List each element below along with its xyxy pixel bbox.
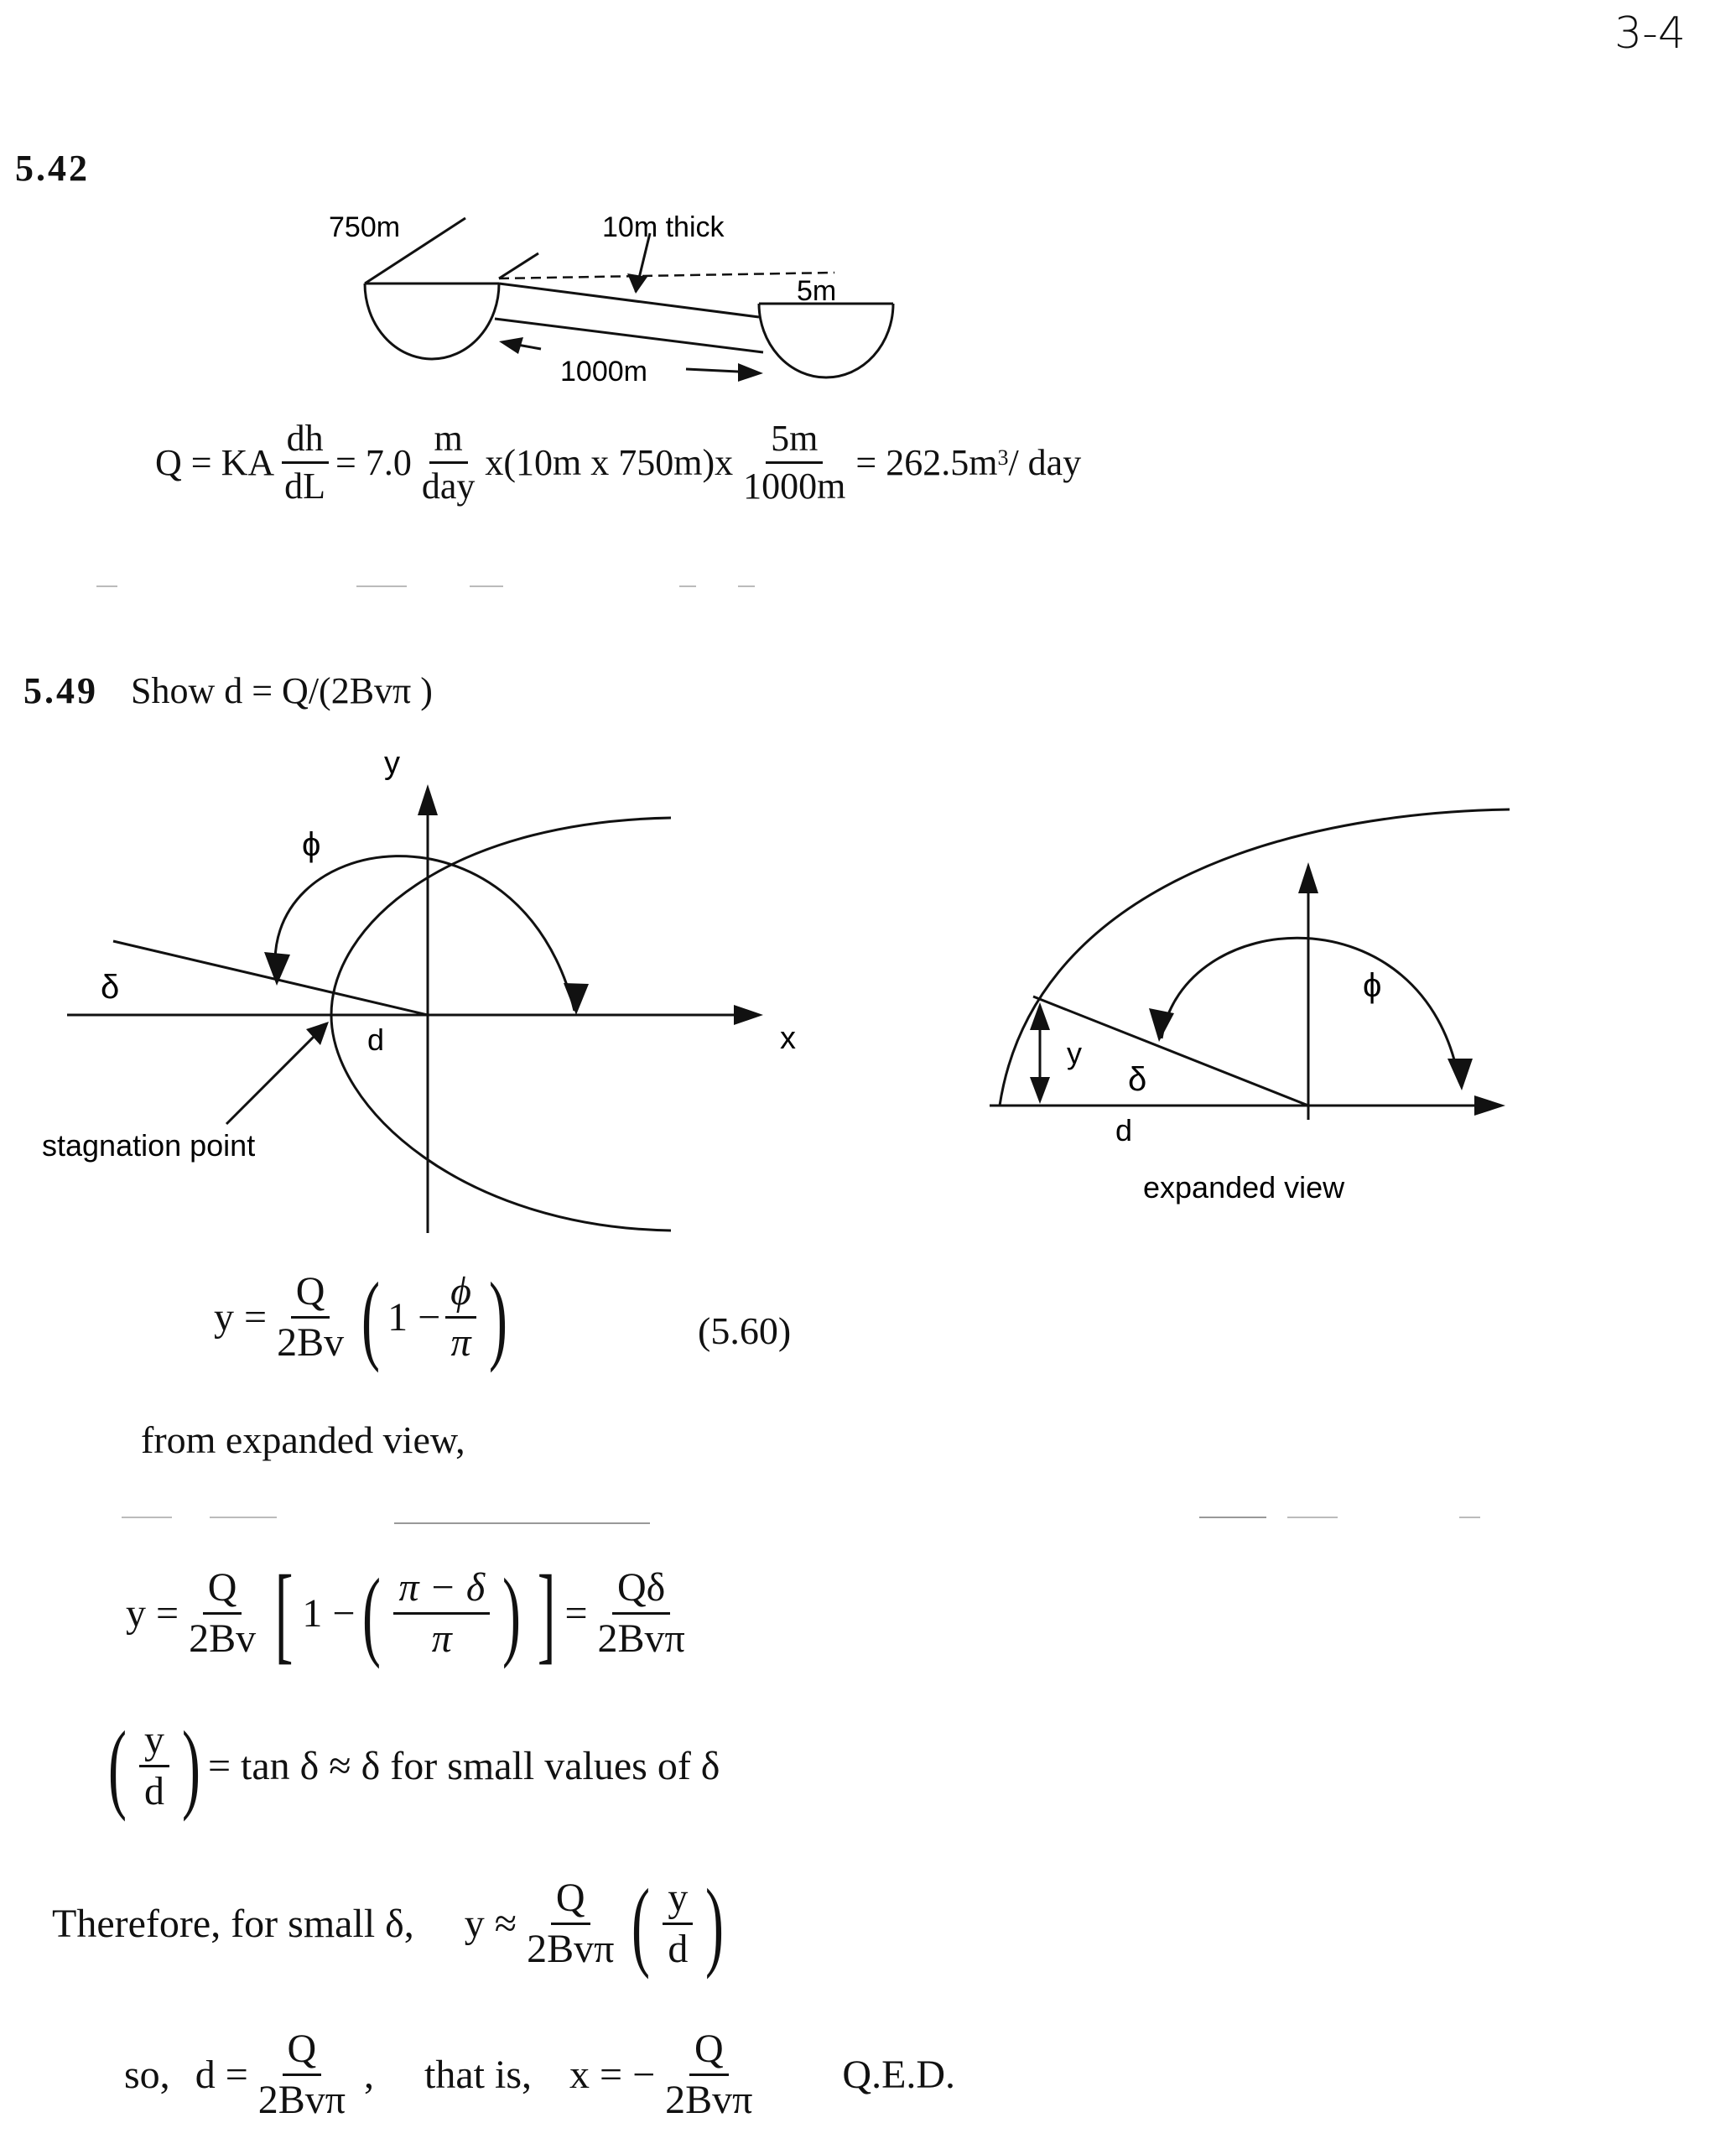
- step2-fraction: [184, 1567, 261, 1661]
- final-num-2: Q: [689, 2028, 729, 2076]
- eq560-num: Q: [291, 1271, 330, 1319]
- therefore-y: y ≈: [464, 1901, 517, 1946]
- equation-tan: ( $\frac{y}{d}$ ) = tan δ ≈ δ for small values of δ: [107, 1709, 720, 1822]
- delta-line: [113, 941, 428, 1015]
- right-phi-label: ϕ: [1363, 967, 1382, 1004]
- drop-label: 5m: [797, 275, 837, 307]
- left-d-label: d: [367, 1022, 385, 1057]
- eq560-phi-fraction: [445, 1271, 476, 1365]
- eq560-den: 2Bv: [277, 1320, 345, 1366]
- expanded-view-caption: expanded view: [1143, 1170, 1345, 1205]
- ratio-den: 1000m: [743, 466, 846, 507]
- aquifer-diagram: [319, 193, 923, 411]
- page-number: 3-4: [1614, 8, 1686, 59]
- unit-fraction: [417, 419, 481, 506]
- problem-statement: Show d = Q/(2Bvπ ): [131, 670, 433, 711]
- step2-result-fraction: [593, 1567, 690, 1661]
- final-qed: Q.E.D.: [842, 2052, 956, 2097]
- step2-inner-fraction: [393, 1567, 490, 1661]
- equation-final: [124, 2028, 955, 2122]
- tan-num: y: [139, 1720, 169, 1767]
- darcy-result-unit: / day: [1008, 442, 1082, 484]
- gradient-num: dh: [282, 419, 329, 464]
- unit-den: day: [421, 466, 476, 507]
- final-so: so,: [124, 2052, 170, 2097]
- step2-num: Q: [203, 1567, 242, 1615]
- step2-eq: =: [564, 1590, 588, 1636]
- left-axis-y-label: y: [384, 746, 400, 781]
- step2-den: 2Bv: [189, 1616, 257, 1662]
- tan-text: = tan δ ≈ δ for small values of δ: [207, 1743, 720, 1788]
- darcy-area: x(10m x 750m)x: [485, 442, 734, 484]
- stagnation-pointer: [226, 1028, 323, 1124]
- length-label: 1000m: [560, 356, 647, 388]
- problem-number-542: 5.42: [15, 148, 90, 189]
- final-that-is: that is,: [424, 2052, 533, 2097]
- stagnation-diagram: [25, 738, 822, 1241]
- therefore-paren-den: d: [668, 1927, 689, 1972]
- thickness-arrowhead: [627, 273, 647, 294]
- reference-line: [499, 273, 834, 278]
- step2-inner-den: π: [431, 1616, 452, 1662]
- width-label: 750m: [329, 211, 401, 243]
- step2-inner-num: π − δ: [393, 1567, 490, 1615]
- step2-result-den: 2Bvπ: [597, 1616, 685, 1662]
- left-phi-label: ϕ: [302, 826, 321, 863]
- darcy-lhs: Q = KA: [155, 442, 275, 484]
- therefore-den: 2Bvπ: [527, 1927, 615, 1972]
- therefore-paren-fraction: [663, 1877, 693, 1971]
- left-canal: [365, 284, 499, 359]
- ratio-num: 5m: [766, 419, 823, 464]
- problem-549-heading: [23, 669, 433, 712]
- eq560-phi-num: ϕ: [445, 1271, 476, 1319]
- equation-560: y = $\frac{Q}{2Bv}$ ( 1 − $\frac{\phi}{\pi}$ ): [214, 1261, 507, 1373]
- tan-fraction: [139, 1720, 169, 1813]
- equation-reference: (5.60): [698, 1309, 792, 1352]
- therefore-num: Q: [551, 1877, 590, 1925]
- step2-one: 1 −: [302, 1590, 356, 1636]
- equation-therefore: Therefore, for small δ, y ≈ $\frac{Q}{\text{2Bvπ}}$ ( $\frac{y}{d}$ ): [52, 1867, 725, 1980]
- left-delta-label: δ: [101, 969, 120, 1006]
- final-fraction: [253, 2028, 351, 2122]
- problem-number-549: 5.49: [23, 670, 98, 711]
- eq560-fraction: [272, 1271, 349, 1365]
- final-comma: ,: [364, 2052, 375, 2097]
- eq560-phi-den: π: [450, 1320, 471, 1366]
- right-d-label: d: [1115, 1113, 1133, 1147]
- tan-den: d: [143, 1769, 164, 1814]
- final-den: 2Bvπ: [257, 2078, 346, 2123]
- aquifer-top: [499, 284, 759, 317]
- width-line-right: [499, 253, 538, 278]
- final-num: Q: [283, 2028, 322, 2076]
- final-d: d =: [195, 2052, 248, 2097]
- thickness-label: 10m thick: [602, 211, 725, 243]
- darcy-equation: [155, 419, 1081, 506]
- expanded-view-diagram: [973, 797, 1610, 1216]
- ratio-fraction: [738, 419, 850, 506]
- step2-result-num: Qδ: [612, 1567, 670, 1615]
- step2-y: y =: [126, 1590, 179, 1636]
- right-delta-label: δ: [1128, 1061, 1147, 1098]
- darcy-eq1: = 7.0: [335, 442, 412, 484]
- right-y-label: y: [1067, 1036, 1082, 1070]
- final-fraction-2: [660, 2028, 757, 2122]
- right-canal: [759, 304, 893, 377]
- therefore-paren-num: y: [663, 1877, 693, 1925]
- expanded-phi-arc: [1162, 938, 1459, 1082]
- unit-num: m: [429, 419, 468, 464]
- eq560-y: y =: [214, 1294, 268, 1340]
- from-expanded-text: from expanded view,: [141, 1418, 465, 1461]
- equation-step2: y = $\frac{Q}{2Bv}$ [ 1 − ( $\frac{\pi - \delta}{\pi}$ ) ] = $\frac{Q\delta}{\text{2Bvπ}}$: [126, 1567, 695, 1661]
- eq560-one: 1 −: [387, 1294, 441, 1340]
- darcy-result: = 262.5m: [855, 442, 998, 484]
- therefore-fraction: [522, 1877, 619, 1971]
- left-axis-x-label: x: [780, 1021, 796, 1056]
- final-den-2: 2Bvπ: [665, 2078, 753, 2123]
- darcy-result-exp: 3: [997, 445, 1009, 470]
- stagnation-label: stagnation point: [42, 1128, 256, 1163]
- gradient-den: dL: [284, 466, 326, 507]
- gradient-fraction: [279, 419, 330, 506]
- final-x: x = −: [569, 2052, 656, 2097]
- therefore-text: Therefore, for small δ,: [52, 1901, 414, 1946]
